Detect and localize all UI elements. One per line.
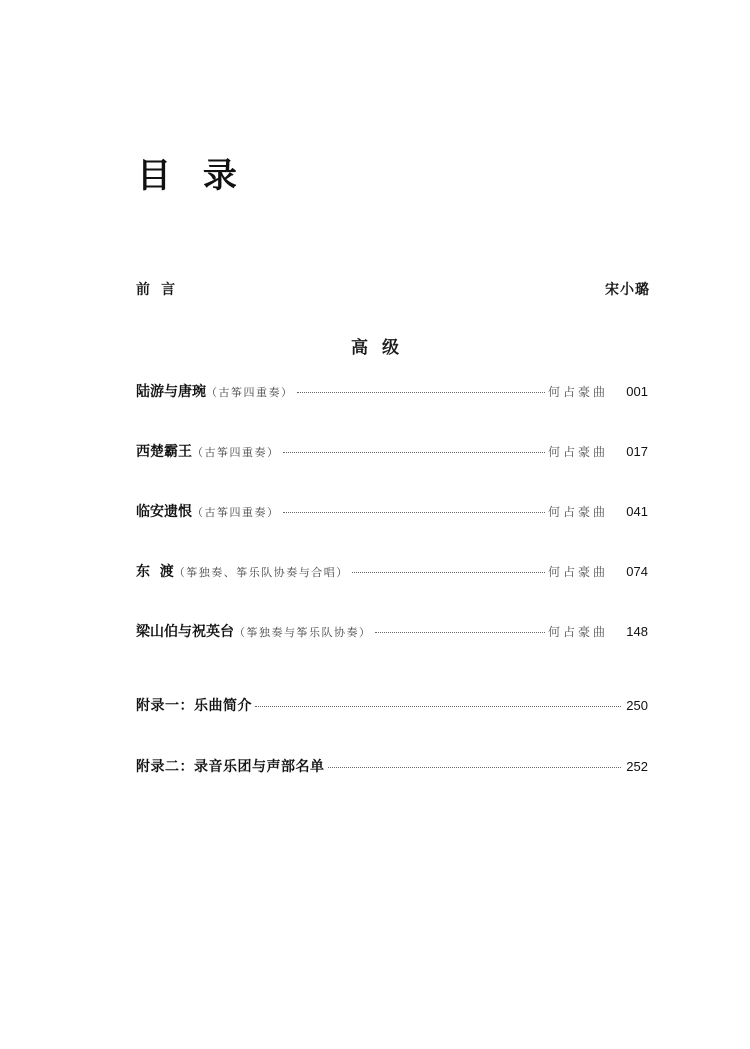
entry-subtitle: （古筝四重奏）: [206, 386, 294, 399]
entry-title: 东 渡: [136, 564, 174, 580]
entry-composer: 何占豪曲: [547, 385, 608, 399]
toc-entry-lin-an-yi-hen[interactable]: [136, 501, 648, 521]
dot-leader: [328, 767, 622, 768]
entry-title: 附录二：录音乐团与声部名单: [136, 759, 325, 775]
entry-page-number: 074: [626, 564, 648, 579]
entry-page-number: 252: [626, 759, 648, 774]
preface-entry[interactable]: [136, 279, 650, 301]
entry-subtitle: （古筝四重奏）: [192, 446, 280, 459]
toc-entry-lu-you-yu-tang-wan[interactable]: [136, 381, 648, 401]
entry-title: 西楚霸王: [136, 444, 192, 460]
section-heading: 高级: [351, 338, 413, 358]
entry-title: 附录一：乐曲简介: [136, 698, 252, 714]
entry-composer: 何占豪曲: [547, 625, 608, 639]
preface-label: 前言: [136, 282, 186, 298]
entry-subtitle: （筝独奏与筝乐队协奏）: [234, 626, 372, 639]
dot-leader: [283, 452, 545, 453]
toc-entry-appendix-1[interactable]: [136, 695, 648, 715]
entry-page-number: 017: [626, 444, 648, 459]
entry-page-number: 001: [626, 384, 648, 399]
dot-leader: [297, 392, 545, 393]
entry-composer: 何占豪曲: [547, 505, 608, 519]
entry-title: 临安遗恨: [136, 504, 192, 520]
entry-page-number: 250: [626, 698, 648, 713]
dot-leader: [283, 512, 545, 513]
entry-title: 陆游与唐琬: [136, 384, 206, 400]
toc-entry-appendix-2[interactable]: [136, 756, 648, 776]
dot-leader: [255, 706, 621, 707]
dot-leader: [375, 632, 545, 633]
dot-leader: [352, 572, 545, 573]
entry-subtitle: （筝独奏、筝乐队协奏与合唱）: [173, 566, 349, 579]
toc-entry-liang-shan-bo-yu-zhu-ying-tai[interactable]: [136, 621, 648, 641]
preface-author: 宋小璐: [605, 282, 650, 298]
entry-page-number: 148: [626, 624, 648, 639]
entry-composer: 何占豪曲: [547, 445, 608, 459]
entry-title: 梁山伯与祝英台: [136, 624, 234, 640]
entry-composer: 何占豪曲: [547, 565, 608, 579]
toc-entry-dong-du[interactable]: [136, 561, 648, 581]
page-title: 目 录: [137, 156, 247, 196]
entry-subtitle: （古筝四重奏）: [192, 506, 280, 519]
entry-page-number: 041: [626, 504, 648, 519]
toc-entry-xi-chu-ba-wang[interactable]: [136, 441, 648, 461]
